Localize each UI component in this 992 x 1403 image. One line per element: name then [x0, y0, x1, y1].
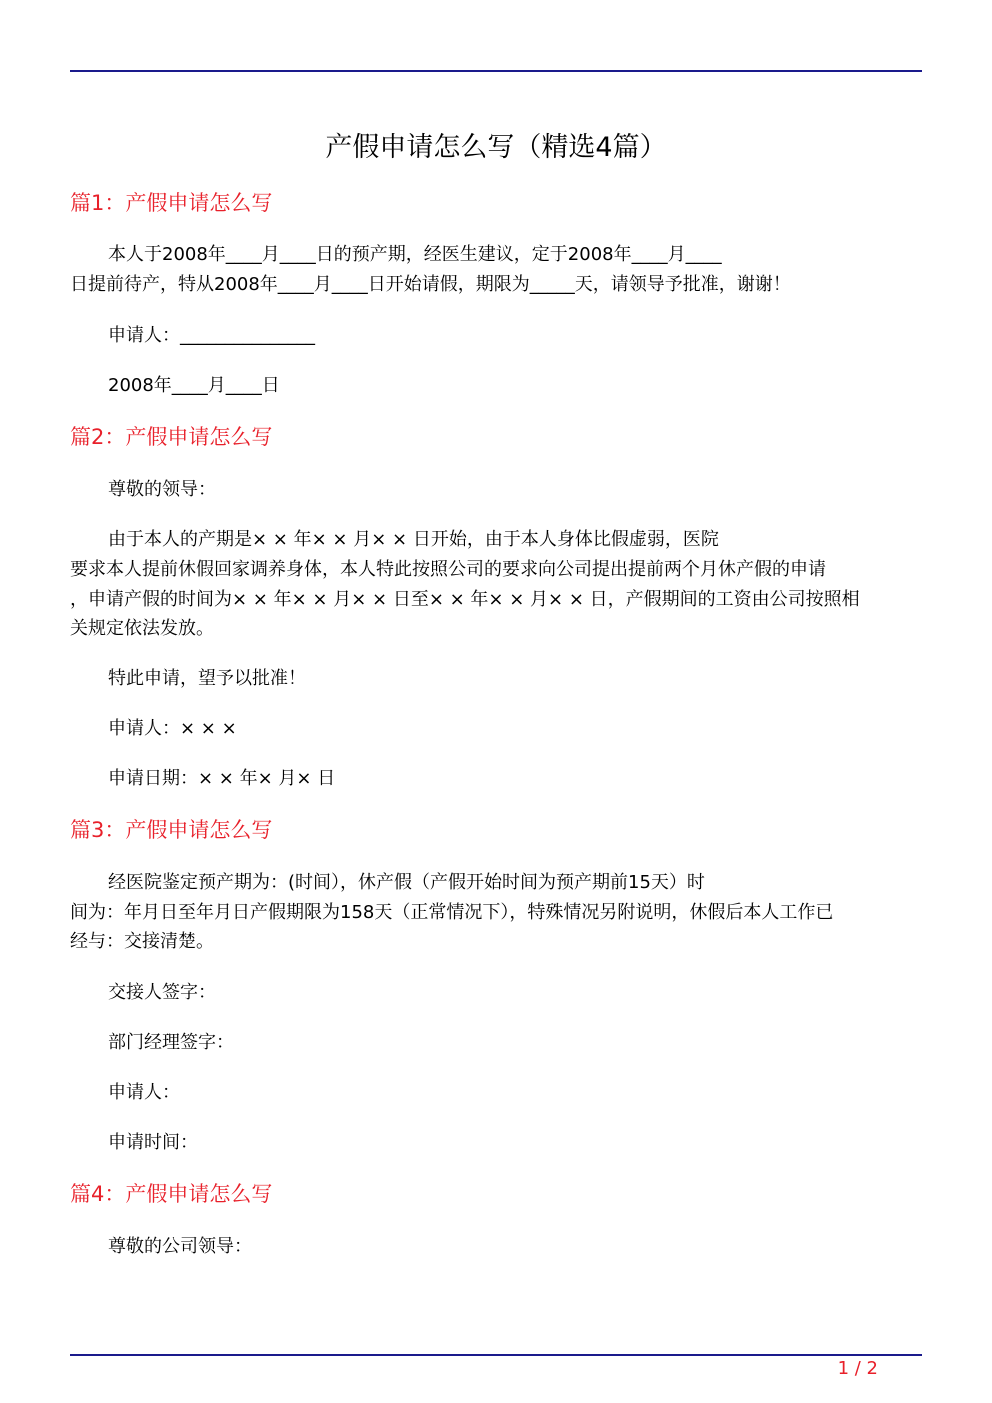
section-2-date-line: 申请日期：× × 年× 月× 日	[108, 768, 336, 789]
section-3-paragraph-line: 经与：交接清楚。	[70, 931, 214, 952]
section-1-date-line: 2008年____月____日	[108, 375, 280, 396]
section-3-handover-signature-line: 交接人签字：	[108, 982, 216, 1003]
document-title: 产假申请怎么写（精选4篇）	[325, 132, 667, 163]
section-3-date-line: 申请时间：	[108, 1132, 198, 1153]
section-2-paragraph-line: 由于本人的产期是× × 年× × 月× × 日开始，由于本人身体比假虚弱，医院	[108, 529, 719, 550]
footer-rule	[70, 1354, 922, 1356]
section-2-paragraph-line: 要求本人提前休假回家调养身体，本人特此按照公司的要求向公司提出提前两个月休产假的申请	[70, 559, 826, 580]
section-2-salutation: 尊敬的领导：	[108, 479, 216, 500]
section-2-paragraph-line: 关规定依法发放。	[70, 618, 214, 639]
header-rule	[70, 70, 922, 72]
section-2-closing-line: 特此申请，望予以批准！	[108, 668, 306, 689]
section-1-paragraph-line: 日提前待产，特从2008年____月____日开始请假，期限为_____天，请领导予批准，谢谢！	[70, 274, 791, 295]
section-1-paragraph-line: 本人于2008年____月____日的预产期，经医生建议，定于2008年____月____	[108, 244, 722, 265]
section-1-applicant-line: 申请人：_______________	[108, 325, 315, 346]
section-4-salutation: 尊敬的公司领导：	[108, 1236, 252, 1257]
section-1-heading: 篇1：产假申请怎么写	[70, 191, 273, 215]
section-2-heading: 篇2：产假申请怎么写	[70, 425, 273, 449]
section-3-manager-signature-line: 部门经理签字：	[108, 1032, 234, 1053]
section-3-paragraph-line: 经医院鉴定预产期为：(时间），休产假（产假开始时间为预产期前15天）时	[108, 872, 705, 893]
section-3-paragraph-line: 间为：年月日至年月日产假期限为158天（正常情况下），特殊情况另附说明，休假后本人工作已	[70, 902, 834, 923]
section-2-applicant-line: 申请人：× × ×	[108, 718, 237, 739]
section-3-heading: 篇3：产假申请怎么写	[70, 818, 273, 842]
section-2-paragraph-line: ，申请产假的时间为× × 年× × 月× × 日至× × 年× × 月× × 日，产假期间的工资由公司按照相	[70, 589, 860, 610]
section-4-heading: 篇4：产假申请怎么写	[70, 1182, 273, 1206]
section-3-applicant-line: 申请人：	[108, 1082, 180, 1103]
page-number: 1 / 2	[837, 1358, 878, 1379]
